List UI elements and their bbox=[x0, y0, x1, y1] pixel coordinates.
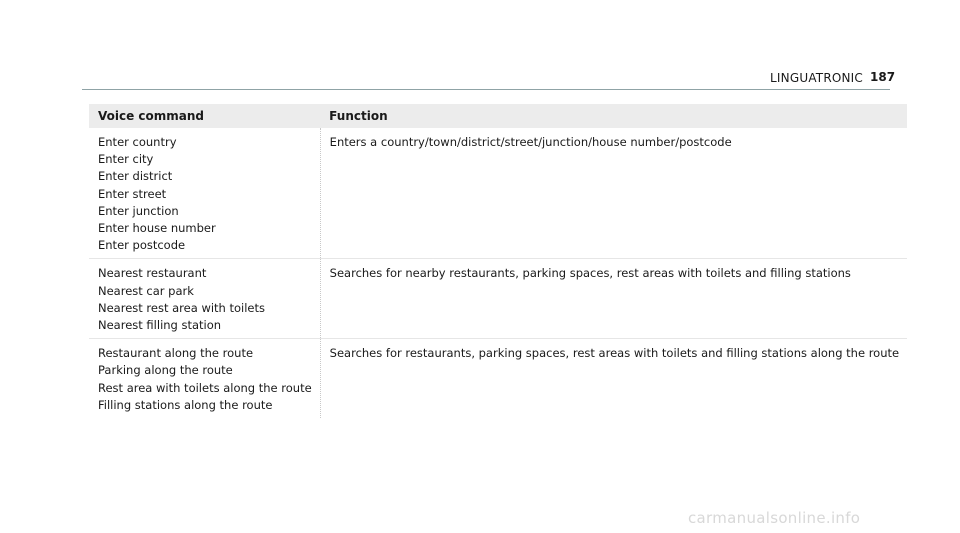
voice-command: Enter junction bbox=[98, 203, 179, 218]
voice-command: Nearest filling station bbox=[98, 318, 222, 333]
table-body bbox=[89, 128, 907, 418]
table-row bbox=[89, 259, 907, 339]
voice-command: Nearest restaurant bbox=[98, 266, 207, 281]
voice-command: Filling stations along the route bbox=[98, 397, 273, 412]
voice-command-cell bbox=[89, 259, 320, 339]
function-cell bbox=[320, 128, 907, 259]
table-header bbox=[89, 104, 907, 128]
voice-command: Nearest car park bbox=[98, 283, 194, 298]
function-description: Searches for nearby restaurants, parking spaces, rest areas with toilets and filling stations bbox=[329, 266, 851, 281]
voice-command: Nearest rest area with toilets bbox=[98, 300, 266, 315]
page-header bbox=[0, 0, 960, 92]
function-description: Searches for restaurants, parking spaces, rest areas with toilets and filling stations along the route bbox=[329, 346, 900, 361]
function-cell bbox=[320, 259, 907, 339]
function-description: Enters a country/town/district/street/junction/house number/postcode bbox=[329, 135, 732, 149]
voice-command: Rest area with toilets along the route bbox=[98, 380, 312, 395]
voice-command: Parking along the route bbox=[98, 363, 233, 378]
function-cell bbox=[320, 339, 907, 418]
column-header-voice-command: Voice command bbox=[89, 104, 320, 128]
voice-command: Enter house number bbox=[98, 221, 216, 236]
voice-command-cell bbox=[89, 128, 320, 259]
voice-command-table bbox=[89, 104, 907, 418]
voice-command: Enter city bbox=[98, 152, 154, 167]
voice-command: Enter street bbox=[98, 186, 167, 201]
voice-command-cell bbox=[89, 339, 320, 418]
table-row bbox=[89, 128, 907, 259]
voice-command: Restaurant along the route bbox=[98, 346, 254, 361]
section-title: LINGUATRONIC bbox=[770, 71, 863, 85]
page-number: 187 bbox=[870, 70, 896, 84]
table-row bbox=[89, 339, 907, 418]
column-header-function: Function bbox=[320, 104, 907, 128]
voice-command: Enter postcode bbox=[98, 238, 186, 253]
voice-command: Enter country bbox=[98, 135, 177, 149]
watermark-logo: carmanualsonline.info bbox=[688, 509, 861, 527]
table-header-row bbox=[89, 104, 907, 128]
voice-command: Enter district bbox=[98, 169, 173, 184]
header-divider bbox=[82, 89, 890, 90]
